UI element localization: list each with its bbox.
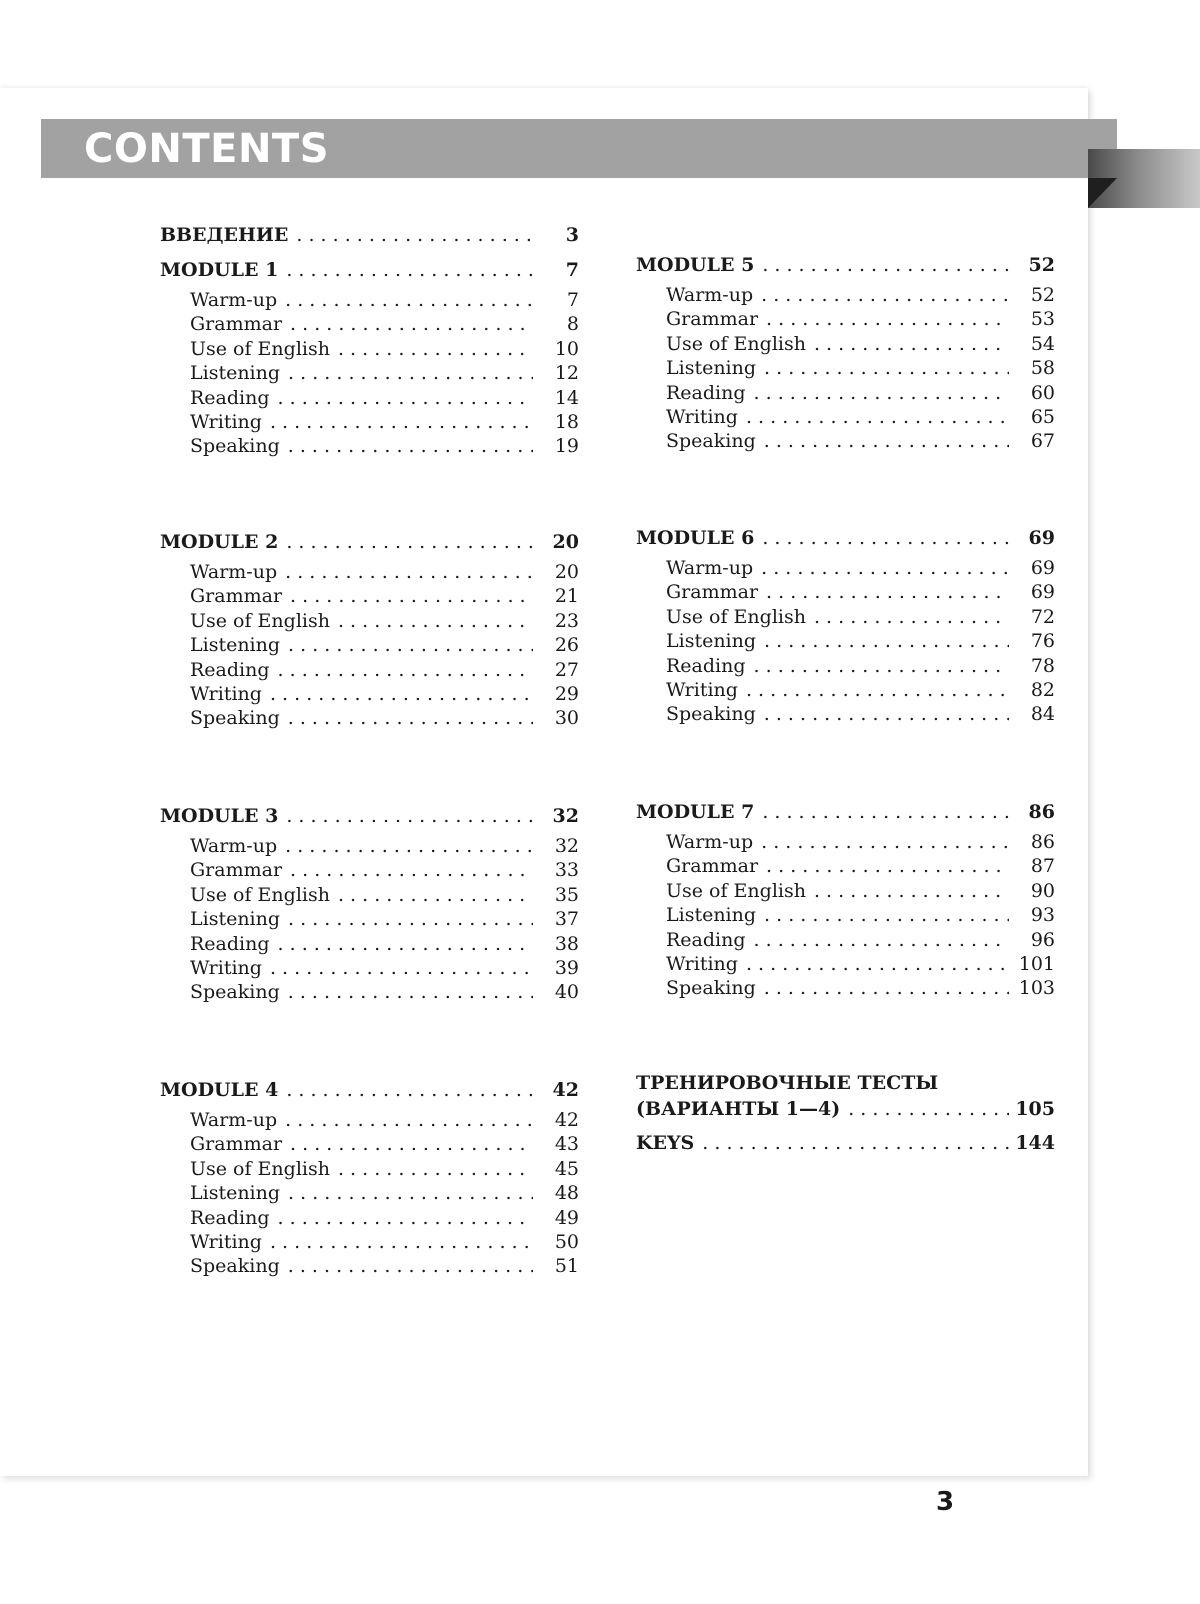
toc-subentry-label: Listening — [666, 357, 757, 380]
toc-subentry-page: 40 — [554, 981, 579, 1004]
dot-leader — [288, 434, 533, 458]
toc-subentry[interactable] — [160, 410, 579, 434]
dot-leader — [285, 288, 533, 312]
toc-subentry[interactable] — [160, 1132, 579, 1156]
toc-subentry-page: 93 — [1030, 904, 1055, 927]
toc-subentry[interactable] — [160, 560, 579, 584]
toc-subentry[interactable] — [160, 288, 579, 312]
toc-subentry-page: 86 — [1030, 831, 1055, 853]
toc-subentry[interactable] — [160, 1206, 579, 1230]
toc-entry[interactable] — [636, 253, 1055, 279]
toc-entry[interactable] — [160, 258, 579, 284]
dot-leader — [338, 337, 533, 361]
toc-entry-page: 7 — [565, 259, 579, 281]
toc-subentry-page: 49 — [554, 1206, 579, 1229]
toc-subentry-page: 51 — [554, 1255, 579, 1278]
toc-subentry-page: 12 — [554, 362, 579, 385]
dot-leader — [764, 629, 1009, 653]
toc-subentry-label: Use of English — [666, 332, 806, 355]
toc-subentry-page: 45 — [554, 1157, 579, 1180]
dot-leader — [278, 932, 533, 956]
dot-leader — [746, 405, 1009, 429]
toc-subentry-label: Speaking — [666, 977, 756, 1000]
toc-entry-page: 32 — [552, 805, 579, 827]
dot-leader — [762, 800, 1009, 824]
toc-subentry[interactable] — [160, 682, 579, 706]
toc-subentry-label: Grammar — [190, 859, 283, 882]
dot-leader — [286, 530, 533, 554]
toc-subentry-page: 76 — [1030, 630, 1055, 653]
dot-leader — [338, 883, 533, 907]
dot-leader — [286, 1078, 533, 1102]
toc-subentry-page: 7 — [566, 289, 579, 311]
toc-entry-page: 42 — [552, 1079, 579, 1101]
dot-leader — [814, 332, 1009, 356]
toc-entry-page: 105 — [1015, 1098, 1055, 1120]
toc-subentry[interactable] — [636, 307, 1055, 331]
toc-subentry-label: Reading — [190, 932, 270, 955]
dot-leader — [285, 1108, 533, 1132]
toc-subentry-label: Writing — [666, 405, 738, 428]
dot-leader — [270, 1230, 533, 1254]
toc-subentry[interactable] — [636, 903, 1055, 927]
toc-subentry-page: 58 — [1030, 357, 1055, 380]
toc-subentry[interactable] — [160, 1157, 579, 1181]
toc-section-tests[interactable] — [636, 1071, 1055, 1127]
toc-entry[interactable] — [636, 526, 1055, 552]
toc-subentry-page: 42 — [554, 1109, 579, 1131]
toc-entry[interactable] — [160, 1078, 579, 1104]
toc-subentry[interactable] — [160, 1230, 579, 1254]
dot-leader — [288, 1181, 533, 1205]
toc-subentry[interactable] — [160, 980, 579, 1004]
toc-subentry-page: 65 — [1030, 405, 1055, 428]
dot-leader — [746, 678, 1009, 702]
toc-subentry[interactable] — [160, 706, 579, 730]
toc-subentry-page: 69 — [1030, 557, 1055, 579]
toc-subentry-label: Writing — [190, 956, 262, 979]
toc-subentry[interactable] — [160, 1181, 579, 1205]
dot-leader — [766, 307, 1009, 331]
toc-subentry[interactable] — [636, 702, 1055, 726]
toc-subentry-label: Grammar — [190, 1133, 283, 1156]
toc-subentry-label: Grammar — [190, 313, 283, 336]
toc-entry-page: 144 — [1015, 1132, 1055, 1154]
toc-subentry-label: Reading — [190, 658, 270, 681]
dot-leader — [288, 706, 533, 730]
toc-subentry-label: Reading — [666, 381, 746, 404]
toc-subentry[interactable] — [160, 337, 579, 361]
toc-subentry-page: 30 — [554, 707, 579, 730]
toc-entry-page: 86 — [1028, 801, 1055, 823]
toc-subentry-page: 43 — [554, 1133, 579, 1156]
toc-entry[interactable] — [160, 223, 579, 249]
toc-subentry-label: Grammar — [666, 855, 759, 878]
toc-subentry-label: Listening — [190, 908, 281, 931]
toc-subentry[interactable] — [636, 629, 1055, 653]
dot-leader — [746, 952, 1009, 976]
toc-subentry-page: 96 — [1030, 928, 1055, 951]
dot-leader — [288, 633, 533, 657]
dot-leader — [761, 830, 1009, 854]
toc-entry-page: 69 — [1028, 527, 1055, 549]
toc-subentry-label: Reading — [666, 654, 746, 677]
toc-subentry-page: 60 — [1030, 381, 1055, 404]
toc-subentry-page: 78 — [1030, 654, 1055, 677]
dot-leader — [285, 560, 533, 584]
toc-subentry-page: 10 — [554, 337, 579, 360]
dot-leader — [764, 976, 1009, 1000]
toc-subentry-label: Speaking — [190, 435, 280, 458]
dot-leader — [766, 580, 1009, 604]
toc-section-module-5 — [636, 253, 1055, 454]
dot-leader — [285, 834, 533, 858]
dot-leader — [278, 386, 533, 410]
toc-subentry-label: Writing — [666, 952, 738, 975]
toc-subentry-label: Warm-up — [666, 284, 754, 306]
toc-subentry[interactable] — [160, 361, 579, 385]
toc-entry[interactable] — [160, 804, 579, 830]
toc-subentry[interactable] — [160, 883, 579, 907]
toc-subentry[interactable] — [160, 858, 579, 882]
toc-subentry-label: Speaking — [666, 703, 756, 726]
toc-subentry-label: Reading — [190, 1206, 270, 1229]
toc-subentry[interactable] — [160, 907, 579, 931]
dot-leader — [278, 1206, 533, 1230]
dot-leader — [766, 854, 1009, 878]
toc-subentry-page: 14 — [554, 386, 579, 409]
toc-entry-title: MODULE 5 — [636, 254, 755, 276]
toc-entry-title: ТРЕНИРОВОЧНЫЕ ТЕСТЫ — [636, 1072, 939, 1094]
toc-subentry-page: 52 — [1030, 284, 1055, 306]
toc-subentry-page: 50 — [554, 1230, 579, 1253]
toc-subentry-label: Speaking — [190, 1255, 280, 1278]
toc-section-intro — [160, 223, 579, 253]
toc-subentry-page: 21 — [554, 585, 579, 608]
toc-subentry-page: 67 — [1030, 430, 1055, 453]
toc-subentry-page: 33 — [554, 859, 579, 882]
toc-subentry-page: 87 — [1030, 855, 1055, 878]
toc-entry-title: MODULE 6 — [636, 527, 755, 549]
toc-subentry-page: 32 — [554, 835, 579, 857]
toc-subentry[interactable] — [160, 386, 579, 410]
dot-leader — [288, 1254, 533, 1278]
dot-leader — [270, 682, 533, 706]
toc-subentry-label: Speaking — [190, 981, 280, 1004]
toc-section-module-1 — [160, 258, 579, 459]
toc-subentry-label: Speaking — [190, 707, 280, 730]
dot-leader — [761, 556, 1009, 580]
toc-entry-title: MODULE 4 — [160, 1079, 279, 1101]
dot-leader — [290, 312, 533, 336]
page-title: CONTENTS — [84, 126, 330, 172]
toc-subentry-page: 84 — [1030, 703, 1055, 726]
toc-subentry-label: Grammar — [666, 581, 759, 604]
toc-entry[interactable] — [636, 1097, 1055, 1123]
toc-subentry-page: 37 — [554, 908, 579, 931]
toc-subentry-label: Use of English — [190, 1157, 330, 1180]
toc-subentry-label: Writing — [190, 1230, 262, 1253]
toc-subentry-label: Use of English — [666, 879, 806, 902]
toc-subentry-label: Writing — [666, 678, 738, 701]
toc-section-module-7 — [636, 800, 1055, 1001]
toc-subentry-label: Writing — [190, 682, 262, 705]
toc-subentry-page: 18 — [554, 410, 579, 433]
dot-leader — [286, 258, 533, 282]
toc-entry-title: MODULE 3 — [160, 805, 279, 827]
toc-subentry-page: 29 — [554, 682, 579, 705]
toc-section-module-4 — [160, 1078, 579, 1279]
toc-subentry-label: Listening — [666, 630, 757, 653]
toc-subentry-page: 103 — [1018, 977, 1055, 1000]
toc-subentry-label: Warm-up — [190, 289, 278, 311]
dot-leader — [761, 283, 1009, 307]
toc-subentry-page: 69 — [1030, 581, 1055, 604]
toc-subentry-label: Use of English — [190, 337, 330, 360]
dot-leader — [270, 410, 533, 434]
toc-subentry-page: 82 — [1030, 678, 1055, 701]
dot-leader — [278, 658, 533, 682]
toc-subentry-page: 19 — [554, 435, 579, 458]
toc-subentry[interactable] — [636, 356, 1055, 380]
dot-leader — [296, 223, 533, 247]
toc-subentry[interactable] — [636, 580, 1055, 604]
dot-leader — [286, 804, 533, 828]
toc-subentry[interactable] — [160, 434, 579, 458]
toc-subentry[interactable] — [636, 879, 1055, 903]
toc-subentry[interactable] — [636, 381, 1055, 405]
toc-subentry-label: Grammar — [190, 585, 283, 608]
toc-subentry[interactable] — [636, 952, 1055, 976]
toc-subentry-label: Listening — [190, 362, 281, 385]
toc-entry-title: MODULE 1 — [160, 259, 279, 281]
toc-subentry-label: Warm-up — [190, 835, 278, 857]
toc-subentry-label: Reading — [190, 386, 270, 409]
toc-entry-page: 52 — [1028, 254, 1055, 276]
toc-subentry[interactable] — [160, 956, 579, 980]
toc-subentry[interactable] — [160, 584, 579, 608]
toc-subentry-page: 54 — [1030, 332, 1055, 355]
toc-subentry[interactable] — [636, 830, 1055, 854]
toc-subentry[interactable] — [636, 283, 1055, 307]
toc-subentry-page: 72 — [1030, 605, 1055, 628]
dot-leader — [288, 980, 533, 1004]
toc-subentry[interactable] — [160, 658, 579, 682]
dot-leader — [764, 429, 1009, 453]
toc-subentry[interactable] — [160, 932, 579, 956]
toc-subentry[interactable] — [160, 609, 579, 633]
toc-subentry-page: 26 — [554, 634, 579, 657]
toc-subentry-page: 101 — [1018, 952, 1055, 975]
page-tab-fold — [1088, 178, 1117, 208]
dot-leader — [764, 903, 1009, 927]
toc-subentry[interactable] — [636, 928, 1055, 952]
toc-entry-title: ВВЕДЕНИЕ — [160, 224, 289, 246]
toc-entry[interactable] — [160, 530, 579, 556]
toc-subentry-label: Warm-up — [666, 557, 754, 579]
toc-subentry-page: 23 — [554, 609, 579, 632]
toc-subentry-label: Grammar — [666, 308, 759, 331]
dot-leader — [814, 605, 1009, 629]
dot-leader — [290, 1132, 533, 1156]
dot-leader — [270, 956, 533, 980]
toc-section-module-2 — [160, 530, 579, 731]
toc-subentry[interactable] — [636, 332, 1055, 356]
toc-subentry[interactable] — [636, 405, 1055, 429]
dot-leader — [754, 928, 1009, 952]
toc-subentry-label: Reading — [666, 928, 746, 951]
toc-subentry[interactable] — [636, 976, 1055, 1000]
toc-subentry-label: Use of English — [666, 605, 806, 628]
dot-leader — [290, 858, 533, 882]
dot-leader — [288, 361, 533, 385]
toc-subentry-label: Listening — [190, 1182, 281, 1205]
toc-subentry-page: 38 — [554, 932, 579, 955]
dot-leader — [762, 526, 1009, 550]
dot-leader — [288, 907, 533, 931]
toc-section-module-6 — [636, 526, 1055, 727]
toc-subentry[interactable] — [636, 605, 1055, 629]
toc-subentry[interactable] — [636, 429, 1055, 453]
toc-subentry-label: Warm-up — [190, 1109, 278, 1131]
toc-subentry[interactable] — [160, 834, 579, 858]
toc-entry-title: KEYS — [636, 1132, 695, 1154]
toc-subentry[interactable] — [636, 556, 1055, 580]
toc-subentry[interactable] — [636, 654, 1055, 678]
dot-leader — [338, 1157, 533, 1181]
toc-entry-title-continued: (ВАРИАНТЫ 1—4) — [636, 1098, 841, 1120]
toc-subentry-label: Warm-up — [666, 831, 754, 853]
toc-entry[interactable] — [636, 800, 1055, 826]
dot-leader — [702, 1131, 1009, 1155]
toc-subentry[interactable] — [160, 312, 579, 336]
dot-leader — [338, 609, 533, 633]
dot-leader — [764, 356, 1009, 380]
toc-subentry-page: 27 — [554, 658, 579, 681]
toc-subentry[interactable] — [160, 1254, 579, 1278]
toc-entry-page: 3 — [565, 224, 579, 246]
page-number: 3 — [936, 1487, 955, 1517]
dot-leader — [754, 381, 1009, 405]
toc-subentry-label: Warm-up — [190, 561, 278, 583]
toc-subentry-page: 53 — [1030, 308, 1055, 331]
toc-entry-title: MODULE 7 — [636, 801, 755, 823]
toc-entry[interactable] — [636, 1131, 1055, 1157]
toc-subentry[interactable] — [636, 854, 1055, 878]
dot-leader — [762, 253, 1009, 277]
toc-subentry-page: 35 — [554, 883, 579, 906]
toc-subentry-label: Use of English — [190, 609, 330, 632]
toc-subentry-label: Listening — [666, 904, 757, 927]
toc-subentry-label: Writing — [190, 410, 262, 433]
toc-entry-title: MODULE 2 — [160, 531, 279, 553]
dot-leader — [848, 1097, 1009, 1121]
toc-entry-page: 20 — [552, 531, 579, 553]
toc-subentry-page: 90 — [1030, 879, 1055, 902]
toc-section-keys — [636, 1131, 1055, 1161]
toc-subentry-page: 39 — [554, 956, 579, 979]
toc-subentry[interactable] — [636, 678, 1055, 702]
toc-subentry-label: Speaking — [666, 430, 756, 453]
toc-subentry[interactable] — [160, 1108, 579, 1132]
toc-section-module-3 — [160, 804, 579, 1005]
dot-leader — [814, 879, 1009, 903]
dot-leader — [290, 584, 533, 608]
toc-subentry-label: Listening — [190, 634, 281, 657]
toc-subentry-label: Use of English — [190, 883, 330, 906]
dot-leader — [754, 654, 1009, 678]
toc-subentry-page: 20 — [554, 561, 579, 583]
dot-leader — [764, 702, 1009, 726]
toc-subentry-page: 48 — [554, 1182, 579, 1205]
toc-subentry[interactable] — [160, 633, 579, 657]
toc-subentry-page: 8 — [566, 313, 579, 336]
